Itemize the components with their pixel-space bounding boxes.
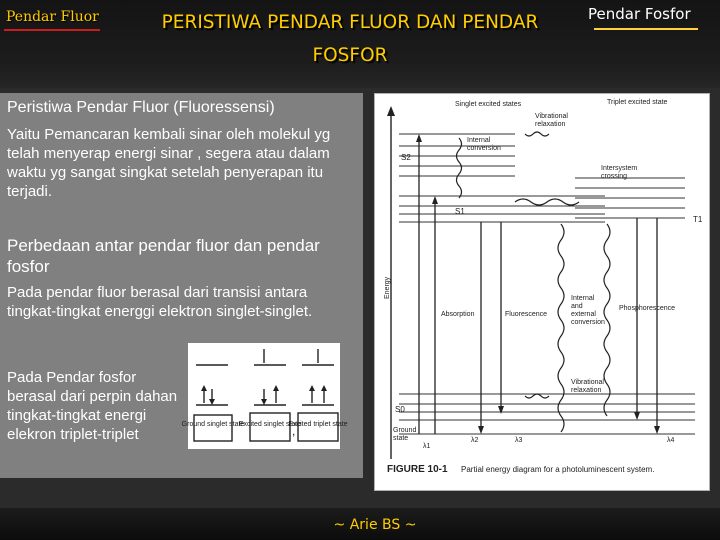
lambda2-label: λ2: [471, 437, 479, 444]
nav-tab-pendar-fluor[interactable]: Pendar Fluor: [6, 9, 99, 25]
phosphorescence-paragraph: Pada Pendar fosfor berasal dari perpin dahan tingkat-tingkat energi elekron triplet-triplet: [7, 369, 178, 443]
phosphorescence-label: Phosphorescence: [619, 305, 676, 312]
stray-mark: ,: [292, 424, 296, 438]
s0-label: S0: [395, 405, 405, 414]
lambda3-label: λ3: [515, 437, 523, 444]
internal-conversion-label: Internal conversion: [467, 137, 501, 152]
vibrational-relaxation-label: Vibrational relaxation: [535, 113, 568, 128]
ground-singlet-label: Ground singlet state: [181, 421, 245, 428]
triplet-excited-label: Triplet excited state: [607, 99, 668, 106]
vibrational-relaxation-2-label: Vibrational relaxation: [571, 379, 604, 394]
energy-axis-label: Energy: [384, 276, 391, 299]
nav-tab-pendar-fosfor[interactable]: Pendar Fosfor: [588, 5, 691, 23]
s2-label: S2: [401, 153, 411, 162]
nav-tab-underline: [594, 28, 698, 30]
intersystem-crossing-label: Intersystem crossing: [601, 165, 638, 180]
absorption-label: Absorption: [441, 311, 475, 318]
ground-state-label: Ground state: [393, 427, 417, 442]
intro-heading: Peristiwa Pendar Fluor (Fluoressensi): [7, 99, 275, 116]
difference-heading: Perbedaan antar pendar fluor dan pendar fosfor: [7, 236, 320, 276]
fluorescence-paragraph: Pada pendar fluor berasal dari transisi antara tingkat-tingkat energgi elektron singlet-singlet.: [7, 284, 313, 320]
excited-triplet-label: Excited triplet state: [288, 421, 348, 428]
state-diagram-image: [181, 343, 348, 449]
internal-external-label: Internal and external conversion: [571, 295, 605, 326]
singlet-excited-label: Singlet excited states: [455, 101, 522, 108]
fluorescence-label: Fluorescence: [505, 311, 548, 318]
figure-number: FIGURE 10-1: [387, 464, 448, 475]
nav-tab-underline: [4, 29, 100, 31]
figure-caption: Partial energy diagram for a photoluminescent system.: [461, 465, 655, 474]
page-title: PERISTIWA PENDAR FLUOR DAN PENDAR FOSFOR: [161, 12, 539, 66]
author-credit: ~ Arie BS ~: [333, 517, 417, 533]
energy-diagram-figure: [374, 93, 710, 491]
s1-label: S1: [455, 207, 465, 216]
lambda1-label: λ1: [423, 443, 431, 450]
excited-singlet-label: Excited singlet state: [238, 421, 302, 428]
t1-label: T1: [693, 215, 703, 224]
intro-paragraph: Yaitu Pemancaran kembali sinar oleh molekul yg telah menyerap energi sinar , segera atau dalam waktu yg sangat singkat setelah penyerapan itu terjadi.: [7, 126, 331, 200]
lambda4-label: λ4: [667, 437, 675, 444]
